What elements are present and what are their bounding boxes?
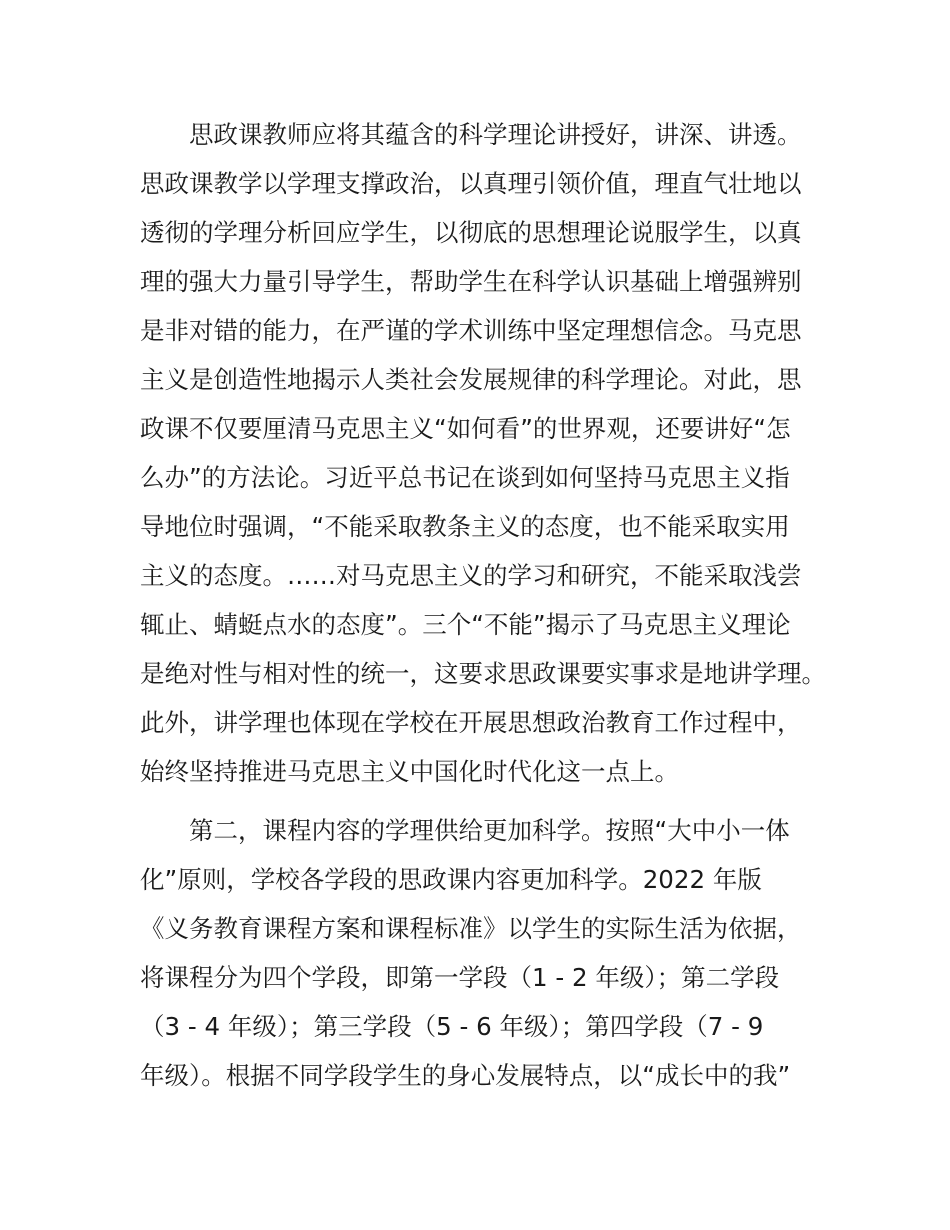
text-line: 是绝对性与相对性的统一，这要求思政课要实事求是地讲学理。 [140,659,826,688]
text-line: （3 - 4 年级）；第三学段（5 - 6 年级）；第四学段（7 - 9 [140,1012,764,1041]
paragraph-spacer [140,796,830,806]
text-line: 导地位时强调，“不能采取教条主义的态度，也不能采取实用 [140,512,790,541]
text-line: 思政课教学以学理支撑政治，以真理引领价值，理直气壮地以 [140,169,802,198]
text-line: 政课不仅要厘清马克思主义“如何看”的世界观，还要讲好“怎 [140,414,791,443]
text-line: 辄止、蜻蜓点水的态度”。三个“不能”揭示了马克思主义理论 [140,610,791,639]
text-line: 此外，讲学理也体现在学校在开展思想政治教育工作过程中， [140,708,802,737]
text-line: 么办”的方法论。习近平总书记在谈到如何坚持马克思主义指 [140,463,790,492]
text-line: 化”原则，学校各学段的思政课内容更加科学。2022 年版 [140,865,762,894]
paragraph-1 [140,110,830,796]
text-line: 理的强大力量引导学生，帮助学生在科学认识基础上增强辨别 [140,267,802,296]
text-line: 思政课教师应将其蕴含的科学理论讲授好，讲深、讲透。 [189,120,802,149]
text-line: 年级）。根据不同学段学生的身心发展特点，以“成长中的我” [140,1061,791,1090]
text-line: 透彻的学理分析回应学生，以彻底的思想理论说服学生，以真 [140,218,802,247]
text-line: 《义务教育课程方案和课程标准》以学生的实际生活为依据， [140,914,802,943]
text-line: 主义的态度。……对马克思主义的学习和研究，不能采取浅尝 [140,561,802,590]
paragraph-2 [140,806,830,1100]
text-line: 是非对错的能力，在严谨的学术训练中坚定理想信念。马克思 [140,316,802,345]
text-line: 第二，课程内容的学理供给更加科学。按照“大中小一体 [189,816,790,845]
document-body [140,110,830,1100]
text-line: 将课程分为四个学段，即第一学段（1 - 2 年级）；第二学段 [140,963,780,992]
text-line: 主义是创造性地揭示人类社会发展规律的科学理论。对此，思 [140,365,802,394]
text-line: 始终坚持推进马克思主义中国化时代化这一点上。 [140,757,679,786]
